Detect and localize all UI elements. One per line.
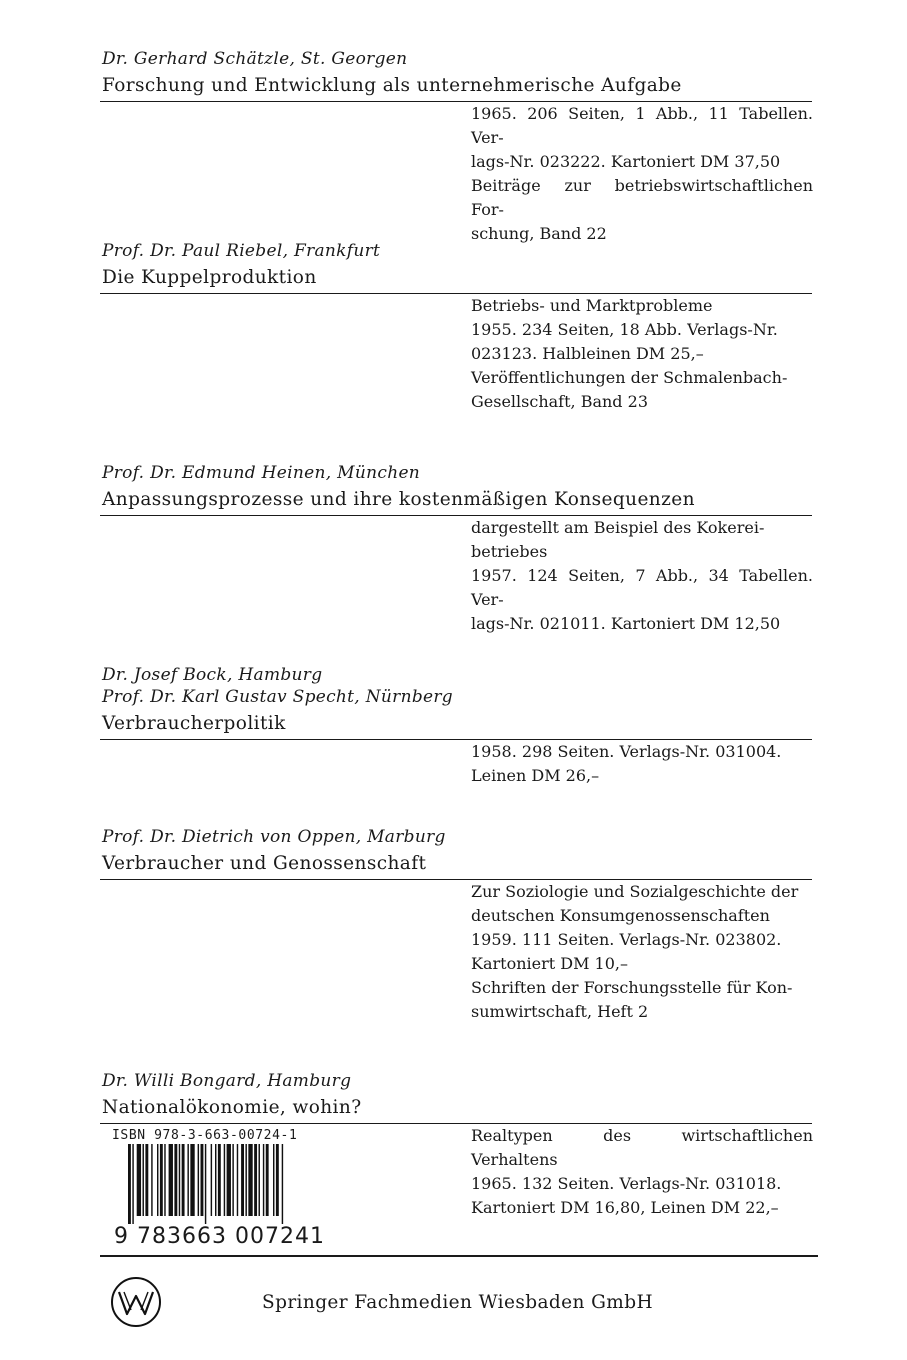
desc-line: Beiträge zur betriebswirtschaftlichen For- (471, 176, 813, 219)
desc-line: 1958. 298 Seiten. Verlags-Nr. 031004. (471, 742, 782, 761)
barcode-bar (179, 1144, 180, 1216)
author: Prof. Dr. Karl Gustav Specht, Nürnberg (102, 687, 453, 707)
barcode-bar (245, 1144, 246, 1216)
barcode-bar (182, 1144, 185, 1216)
book-title: Anpassungsprozesse und ihre kostenmäßigen Konsequenzen (102, 489, 695, 510)
barcode-bar (128, 1144, 131, 1224)
barcode-bar (211, 1144, 212, 1216)
desc-line: 1959. 111 Seiten. Verlags-Nr. 023802. (471, 930, 782, 949)
barcode-bar (205, 1144, 206, 1224)
desc-line: betriebes (471, 542, 548, 561)
entry-2 (100, 240, 812, 414)
barcode-bar (190, 1144, 194, 1216)
barcode-bar (132, 1144, 133, 1224)
book-description (471, 740, 813, 788)
book-description (471, 294, 813, 414)
book-title: Nationalökonomie, wohin? (102, 1097, 362, 1118)
barcode-bar (215, 1144, 216, 1216)
desc-line: sumwirtschaft, Heft 2 (471, 1002, 649, 1021)
barcode-bar (232, 1144, 233, 1216)
entry-1 (100, 48, 812, 246)
desc-line: Kartoniert DM 10,– (471, 954, 628, 973)
entry-4 (100, 664, 812, 788)
barcode-bar (254, 1144, 257, 1216)
desc-line: 1965. 132 Seiten. Verlags-Nr. 031018. (471, 1174, 782, 1193)
desc-line: Betriebs- und Marktprobleme (471, 296, 713, 315)
author: Prof. Dr. Paul Riebel, Frankfurt (102, 241, 381, 261)
barcode-bar (266, 1144, 269, 1216)
barcode-bar (248, 1144, 252, 1216)
barcode-bar (276, 1144, 279, 1216)
barcode-bar (282, 1144, 283, 1224)
desc-line: Gesellschaft, Band 23 (471, 392, 648, 411)
barcode-bar (164, 1144, 165, 1216)
barcode-bar (237, 1144, 238, 1216)
barcode-bar (218, 1144, 221, 1216)
barcode-bar (241, 1144, 244, 1216)
author: Prof. Dr. Dietrich von Oppen, Marburg (102, 827, 446, 847)
desc-line: 023123. Halbleinen DM 25,– (471, 344, 704, 363)
book-description (471, 102, 813, 246)
desc-line: Realtypen des wirtschaftlichen Verhaltens (471, 1126, 813, 1169)
book-title: Verbraucher und Genossenschaft (102, 853, 427, 874)
book-description (471, 1124, 813, 1220)
book-description (471, 516, 813, 636)
footer-divider (100, 1255, 818, 1257)
book-title: Forschung und Entwicklung als unternehmerische Aufgabe (102, 75, 682, 96)
author: Dr. Willi Bongard, Hamburg (102, 1071, 352, 1091)
desc-line: 1965. 206 Seiten, 1 Abb., 11 Tabellen. Ver- (471, 104, 813, 147)
desc-line: lags-Nr. 021011. Kartoniert DM 12,50 (471, 614, 781, 633)
barcode-bar (259, 1144, 260, 1216)
book-description (471, 880, 813, 1024)
barcode-bar (263, 1144, 264, 1216)
barcode-bar (224, 1144, 225, 1216)
barcode-bar (198, 1144, 199, 1216)
entry-5 (100, 826, 812, 1024)
barcode-bar (151, 1144, 152, 1216)
author: Dr. Gerhard Schätzle, St. Georgen (102, 49, 408, 69)
author: Dr. Josef Bock, Hamburg (102, 665, 323, 685)
barcode-bar (137, 1144, 141, 1216)
isbn-barcode (110, 1128, 328, 1248)
desc-line: 1955. 234 Seiten, 18 Abb. Verlags-Nr. (471, 320, 778, 339)
book-title: Verbraucherpolitik (102, 713, 286, 734)
desc-line: Kartoniert DM 16,80, Leinen DM 22,– (471, 1198, 779, 1217)
desc-line: Zur Soziologie und Sozialgeschichte der (471, 882, 799, 901)
desc-line: 1957. 124 Seiten, 7 Abb., 34 Tabellen. Ver- (471, 566, 813, 609)
barcode-bar (169, 1144, 173, 1216)
barcode-bar (145, 1144, 148, 1216)
barcode-bar (273, 1144, 274, 1216)
barcode-digits: 9 783663 007241 (114, 1224, 325, 1249)
book-title: Die Kuppelproduktion (102, 267, 317, 288)
barcode-bar (143, 1144, 144, 1216)
barcode-bar (174, 1144, 177, 1216)
barcode-bar (187, 1144, 188, 1216)
author: Prof. Dr. Edmund Heinen, München (102, 463, 421, 483)
desc-line: dargestellt am Beispiel des Kokerei- (471, 518, 765, 537)
barcode-icon (128, 1144, 328, 1224)
isbn-text: ISBN 978-3-663-00724-1 (112, 1128, 298, 1143)
desc-line: lags-Nr. 023222. Kartoniert DM 37,50 (471, 152, 781, 171)
desc-line: Veröffentlichungen der Schmalenbach- (471, 368, 788, 387)
desc-line: Schriften der Forschungsstelle für Kon- (471, 978, 793, 997)
desc-line: deutschen Konsumgenossenschaften (471, 906, 770, 925)
desc-line: schung, Band 22 (471, 224, 607, 243)
barcode-bar (160, 1144, 163, 1216)
desc-line: Leinen DM 26,– (471, 766, 600, 785)
barcode-bar (227, 1144, 231, 1216)
publisher-name: Springer Fachmedien Wiesbaden GmbH (262, 1292, 653, 1313)
entry-3 (100, 462, 812, 636)
publisher-logo-icon (110, 1276, 162, 1328)
barcode-bar (201, 1144, 204, 1216)
barcode-bar (157, 1144, 158, 1216)
